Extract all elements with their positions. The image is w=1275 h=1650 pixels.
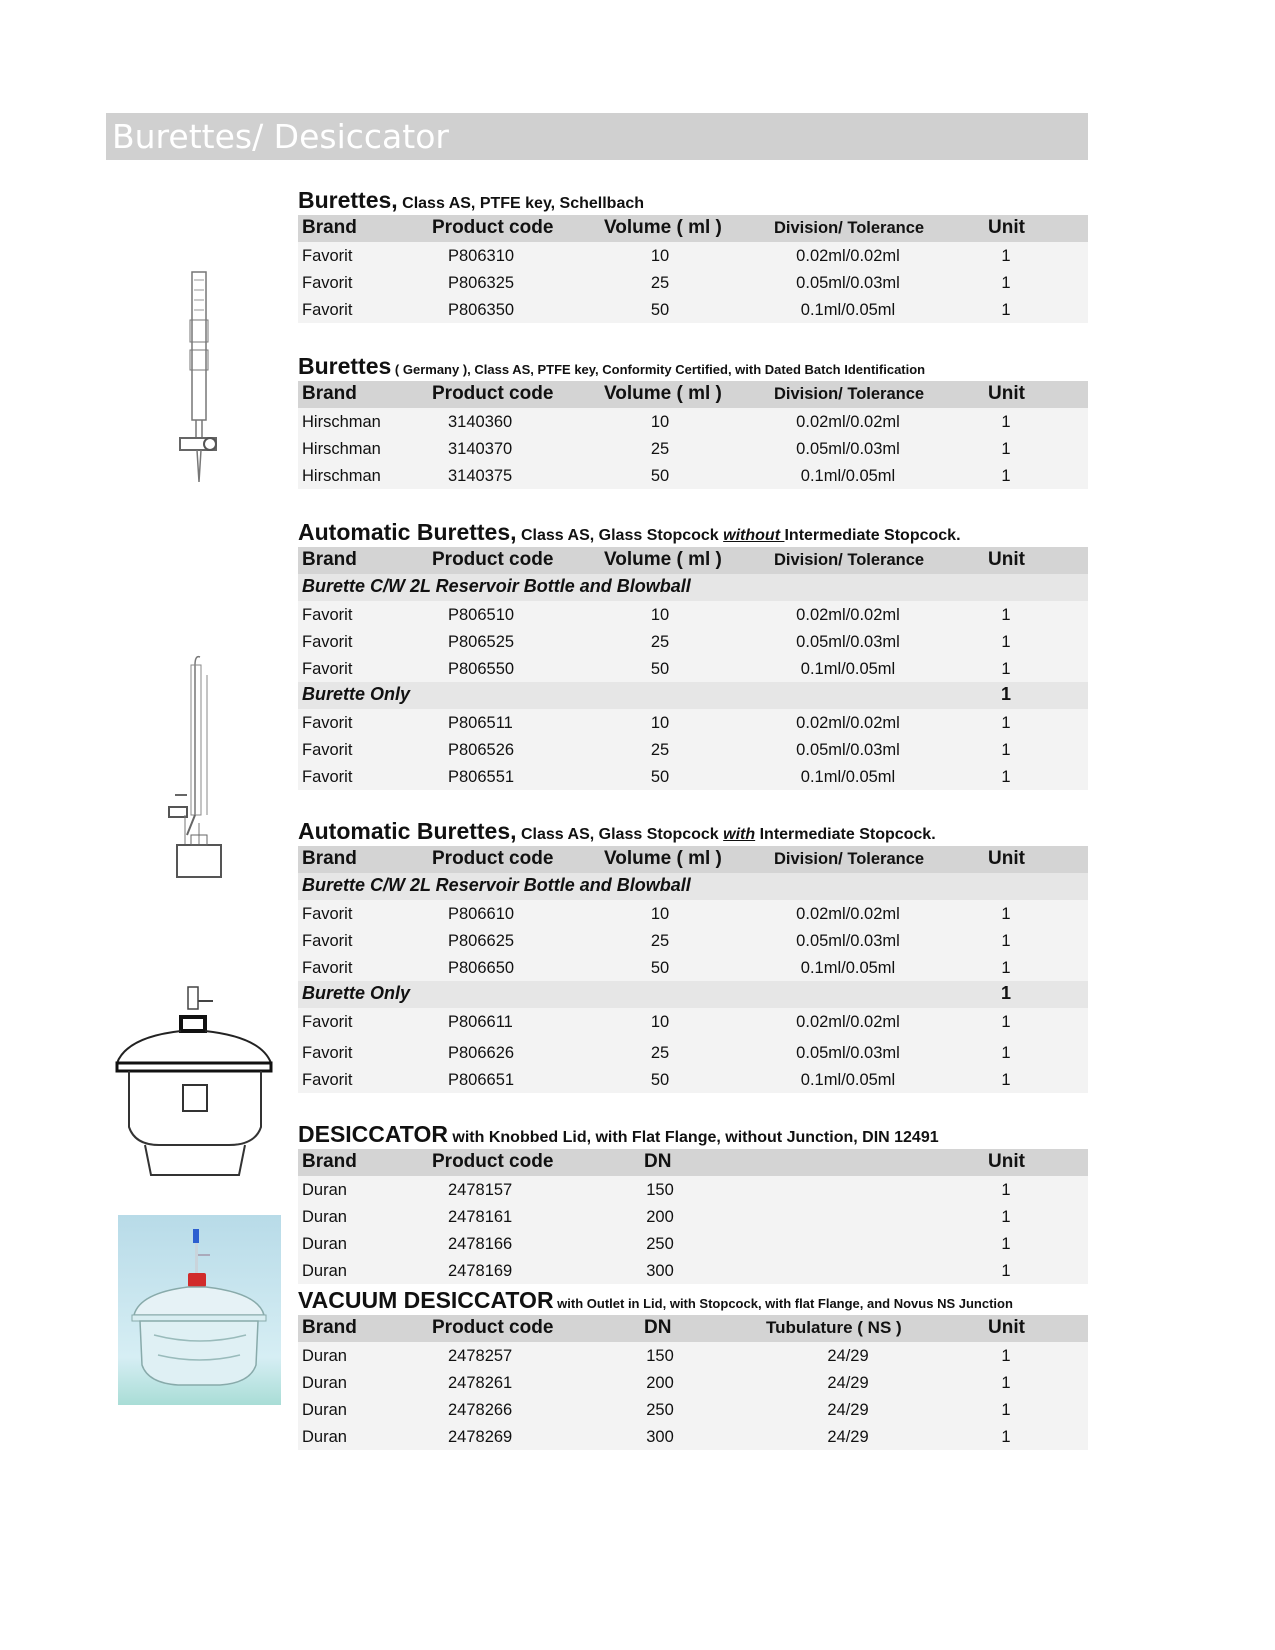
section-title: VACUUM DESICCATOR with Outlet in Lid, with Stopcock, with flat Flange, and Novus NS Junction: [298, 1287, 1013, 1313]
table-header: Brand Product code Volume ( ml ) Division/ Tolerance Unit: [298, 381, 1088, 408]
table-row: Duran 2478266 250 24/29 1: [298, 1396, 1088, 1423]
table-row: Favorit P806350 50 0.1ml/0.05ml 1: [298, 296, 1088, 323]
table-row: Hirschman 3140360 10 0.02ml/0.02ml 1: [298, 408, 1088, 435]
table-row: Duran 2478257 150 24/29 1: [298, 1342, 1088, 1369]
table-row: Hirschman 3140370 25 0.05ml/0.03ml 1: [298, 435, 1088, 462]
burette-illustration: [170, 270, 240, 485]
section-vacuum-desiccator: [298, 1287, 1088, 1450]
table-row: Favorit P806310 10 0.02ml/0.02ml 1: [298, 242, 1088, 269]
table-header: Brand Product code Volume ( ml ) Division/ Tolerance Unit: [298, 846, 1088, 873]
section-burettes-germany: [298, 353, 1088, 489]
section-desiccator: [298, 1121, 1088, 1284]
table-row: Favorit P806610 10 0.02ml/0.02ml 1: [298, 900, 1088, 927]
section-title: Burettes, Class AS, PTFE key, Schellbach: [298, 187, 645, 213]
subgroup-row: Burette C/W 2L Reservoir Bottle and Blowball: [298, 574, 1088, 601]
table-row: Favorit P806510 10 0.02ml/0.02ml 1: [298, 601, 1088, 628]
subgroup-row: Burette Only 1: [298, 981, 1088, 1008]
section-automatic-burettes-with: [298, 818, 1088, 1093]
table-row: Favorit P806625 25 0.05ml/0.03ml 1: [298, 927, 1088, 954]
table-row: Duran 2478269 300 24/29 1: [298, 1423, 1088, 1450]
table-row: Hirschman 3140375 50 0.1ml/0.05ml 1: [298, 462, 1088, 489]
section-automatic-burettes-without: [298, 519, 1088, 790]
vacuum-desiccator-photo: [118, 1215, 281, 1405]
table-header: Brand Product code DN Tubulature ( NS ) Unit: [298, 1315, 1088, 1342]
table-row: Favorit P806550 50 0.1ml/0.05ml 1: [298, 655, 1088, 682]
table-row: Favorit P806525 25 0.05ml/0.03ml 1: [298, 628, 1088, 655]
desiccator-drawing: [115, 985, 275, 1180]
section-burettes-schellbach: [298, 187, 1088, 323]
table-row: Favorit P806651 50 0.1ml/0.05ml 1: [298, 1066, 1088, 1093]
section-title: Automatic Burettes, Class AS, Glass Stopcock without Intermediate Stopcock.: [298, 519, 961, 545]
table-header: Brand Product code Volume ( ml ) Division/ Tolerance Unit: [298, 547, 1088, 574]
table-row: Duran 2478161 200 1: [298, 1203, 1088, 1230]
table-row: Favorit P806526 25 0.05ml/0.03ml 1: [298, 736, 1088, 763]
table-row: Favorit P806626 25 0.05ml/0.03ml 1: [298, 1039, 1088, 1066]
table-row: Duran 2478157 150 1: [298, 1176, 1088, 1203]
table-header: Brand Product code DN Unit: [298, 1149, 1088, 1176]
table-row: Favorit P806511 10 0.02ml/0.02ml 1: [298, 709, 1088, 736]
section-title: Automatic Burettes, Class AS, Glass Stopcock with Intermediate Stopcock.: [298, 818, 936, 844]
table-row: Duran 2478166 250 1: [298, 1230, 1088, 1257]
table-row: Favorit P806325 25 0.05ml/0.03ml 1: [298, 269, 1088, 296]
table-row: Duran 2478261 200 24/29 1: [298, 1369, 1088, 1396]
table-row: Favorit P806611 10 0.02ml/0.02ml 1: [298, 1008, 1088, 1039]
subgroup-row: Burette Only 1: [298, 682, 1088, 709]
table-header: Brand Product code Volume ( ml ) Division/ Tolerance Unit: [298, 215, 1088, 242]
section-title: Burettes ( Germany ), Class AS, PTFE key, Conformity Certified, with Dated Batch Identification: [298, 353, 926, 379]
page-title-banner: [106, 113, 1088, 160]
subgroup-row: Burette C/W 2L Reservoir Bottle and Blowball: [298, 873, 1088, 900]
automatic-burette-illustration: [165, 655, 240, 880]
table-row: Favorit P806650 50 0.1ml/0.05ml 1: [298, 954, 1088, 981]
table-row: Favorit P806551 50 0.1ml/0.05ml 1: [298, 763, 1088, 790]
page-title: Burettes/ Desiccator: [112, 117, 449, 156]
table-row: Duran 2478169 300 1: [298, 1257, 1088, 1284]
section-title: DESICCATOR with Knobbed Lid, with Flat Flange, without Junction, DIN 12491: [298, 1121, 939, 1147]
